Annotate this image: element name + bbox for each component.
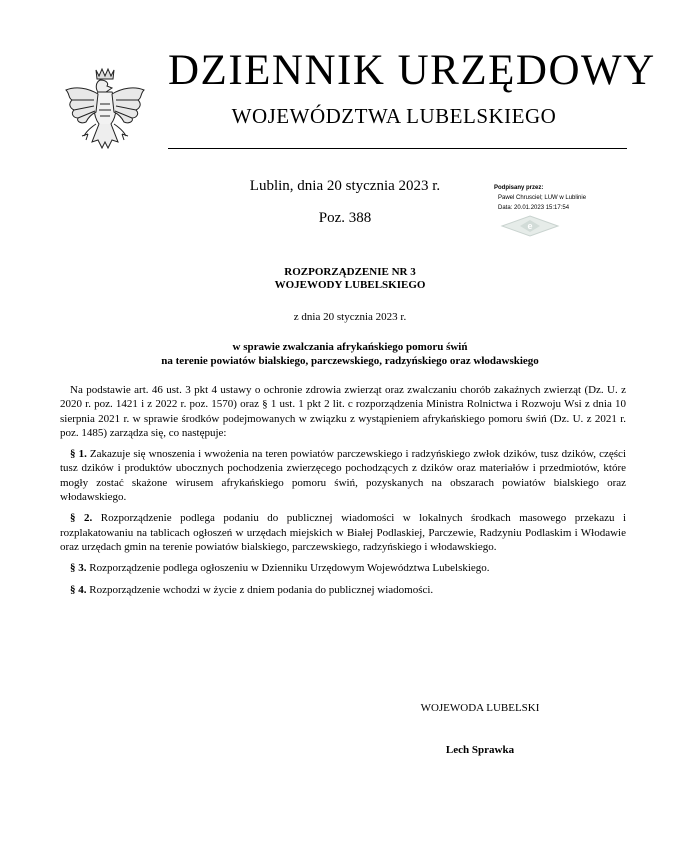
section-text: Rozporządzenie podlega podaniu do publicznej wiadomości w lokalnych środkach masowego przekazu i rozplakatowaniu na tablicach ogłoszeń w urzędach miejskich w Białej Podlaskiej, Parczewie, Radzyniu Podlaskim i Włodawie oraz urzędach gmin na terenie powiatów bialskiego, parczewskiego, radzyńskiego i włodawskiego. bbox=[60, 512, 627, 553]
publication-place-date: Lublin, dnia 20 stycznia 2023 r. bbox=[249, 178, 441, 194]
act-title-line1: ROZPORZĄDZENIE NR 3 bbox=[284, 266, 416, 278]
act-subject bbox=[60, 340, 640, 368]
section-mark: § 2. bbox=[70, 512, 93, 525]
publication-position: Poz. 388 bbox=[318, 210, 372, 226]
polish-eagle-emblem-icon bbox=[60, 64, 150, 156]
section-2 bbox=[60, 511, 626, 554]
section-mark: § 1. bbox=[70, 448, 87, 461]
signature-signer: Pawel Chrusciel; LUW w Lublinie bbox=[498, 195, 587, 201]
act-body bbox=[60, 383, 626, 604]
section-mark: § 3. bbox=[70, 562, 87, 575]
act-title-line2: WOJEWODY LUBELSKIEGO bbox=[274, 279, 426, 291]
journal-subtitle: WOJEWÓDZTWA LUBELSKIEGO bbox=[231, 104, 557, 128]
section-1 bbox=[60, 447, 626, 504]
electronic-signature-stamp bbox=[494, 183, 624, 213]
section-4 bbox=[60, 583, 626, 597]
act-title bbox=[150, 266, 550, 292]
signature-title: Podpisany przez: bbox=[494, 185, 544, 191]
section-text: Zakazuje się wnoszenia i wwożenia na teren powiatów parczewskiego i radzyńskiego zwłok dzików, tusz dzików, części tusz dzików i produktów ubocznych pochodzenia zwierzęcego pochodzących z dzików oraz materiałów i przedmiotów, które mogły zostać skażone wirusem afrykańskiego pomoru świń, pozyskanych na obszarach powiatów bialskiego oraz włodawskiego. bbox=[60, 448, 626, 504]
journal-title: DZIENNIK URZĘDOWY bbox=[168, 47, 656, 94]
act-subject-line2: na terenie powiatów bialskiego, parczewskiego, radzyńskiego oraz włodawskiego bbox=[161, 355, 539, 367]
section-text: Rozporządzenie podlega ogłoszeniu w Dzienniku Urzędowym Województwa Lubelskiego. bbox=[86, 562, 490, 575]
preamble: Na podstawie art. 46 ust. 3 pkt 4 ustawy o ochronie zdrowia zwierząt oraz zwalczaniu chorób zakaźnych zwierząt (Dz. U. z 2020 r. poz. 1421 i z 2022 r. poz. 1570) oraz § 1 ust. 1 pkt 2 lit. c rozporządzenia Ministra Rolnictwa i Rozwoju Wsi z dnia 10 sierpnia 2021 r. w sprawie środków podejmowanych w związku z wystąpieniem afrykańskiego pomoru świń (Dz. U. z 2021 r. poz. 1485) zarządza się, co następuje: bbox=[60, 384, 626, 439]
act-date: z dnia 20 stycznia 2023 r. bbox=[293, 311, 407, 323]
header-divider bbox=[168, 148, 627, 149]
section-text: Rozporządzenie wchodzi w życie z dniem podania do publicznej wiadomości. bbox=[86, 583, 434, 596]
signature-logo-icon bbox=[500, 214, 560, 238]
section-mark: § 4. bbox=[70, 583, 87, 596]
svg-text:e: e bbox=[527, 221, 533, 231]
signatory-name: Lech Sprawka bbox=[445, 744, 515, 756]
signatory-office: WOJEWODA LUBELSKI bbox=[420, 702, 540, 714]
signature-date: Data: 20.01.2023 15:17:54 bbox=[498, 205, 570, 211]
section-3 bbox=[60, 561, 626, 575]
act-subject-line1: w sprawie zwalczania afrykańskiego pomoru świń bbox=[232, 341, 468, 353]
